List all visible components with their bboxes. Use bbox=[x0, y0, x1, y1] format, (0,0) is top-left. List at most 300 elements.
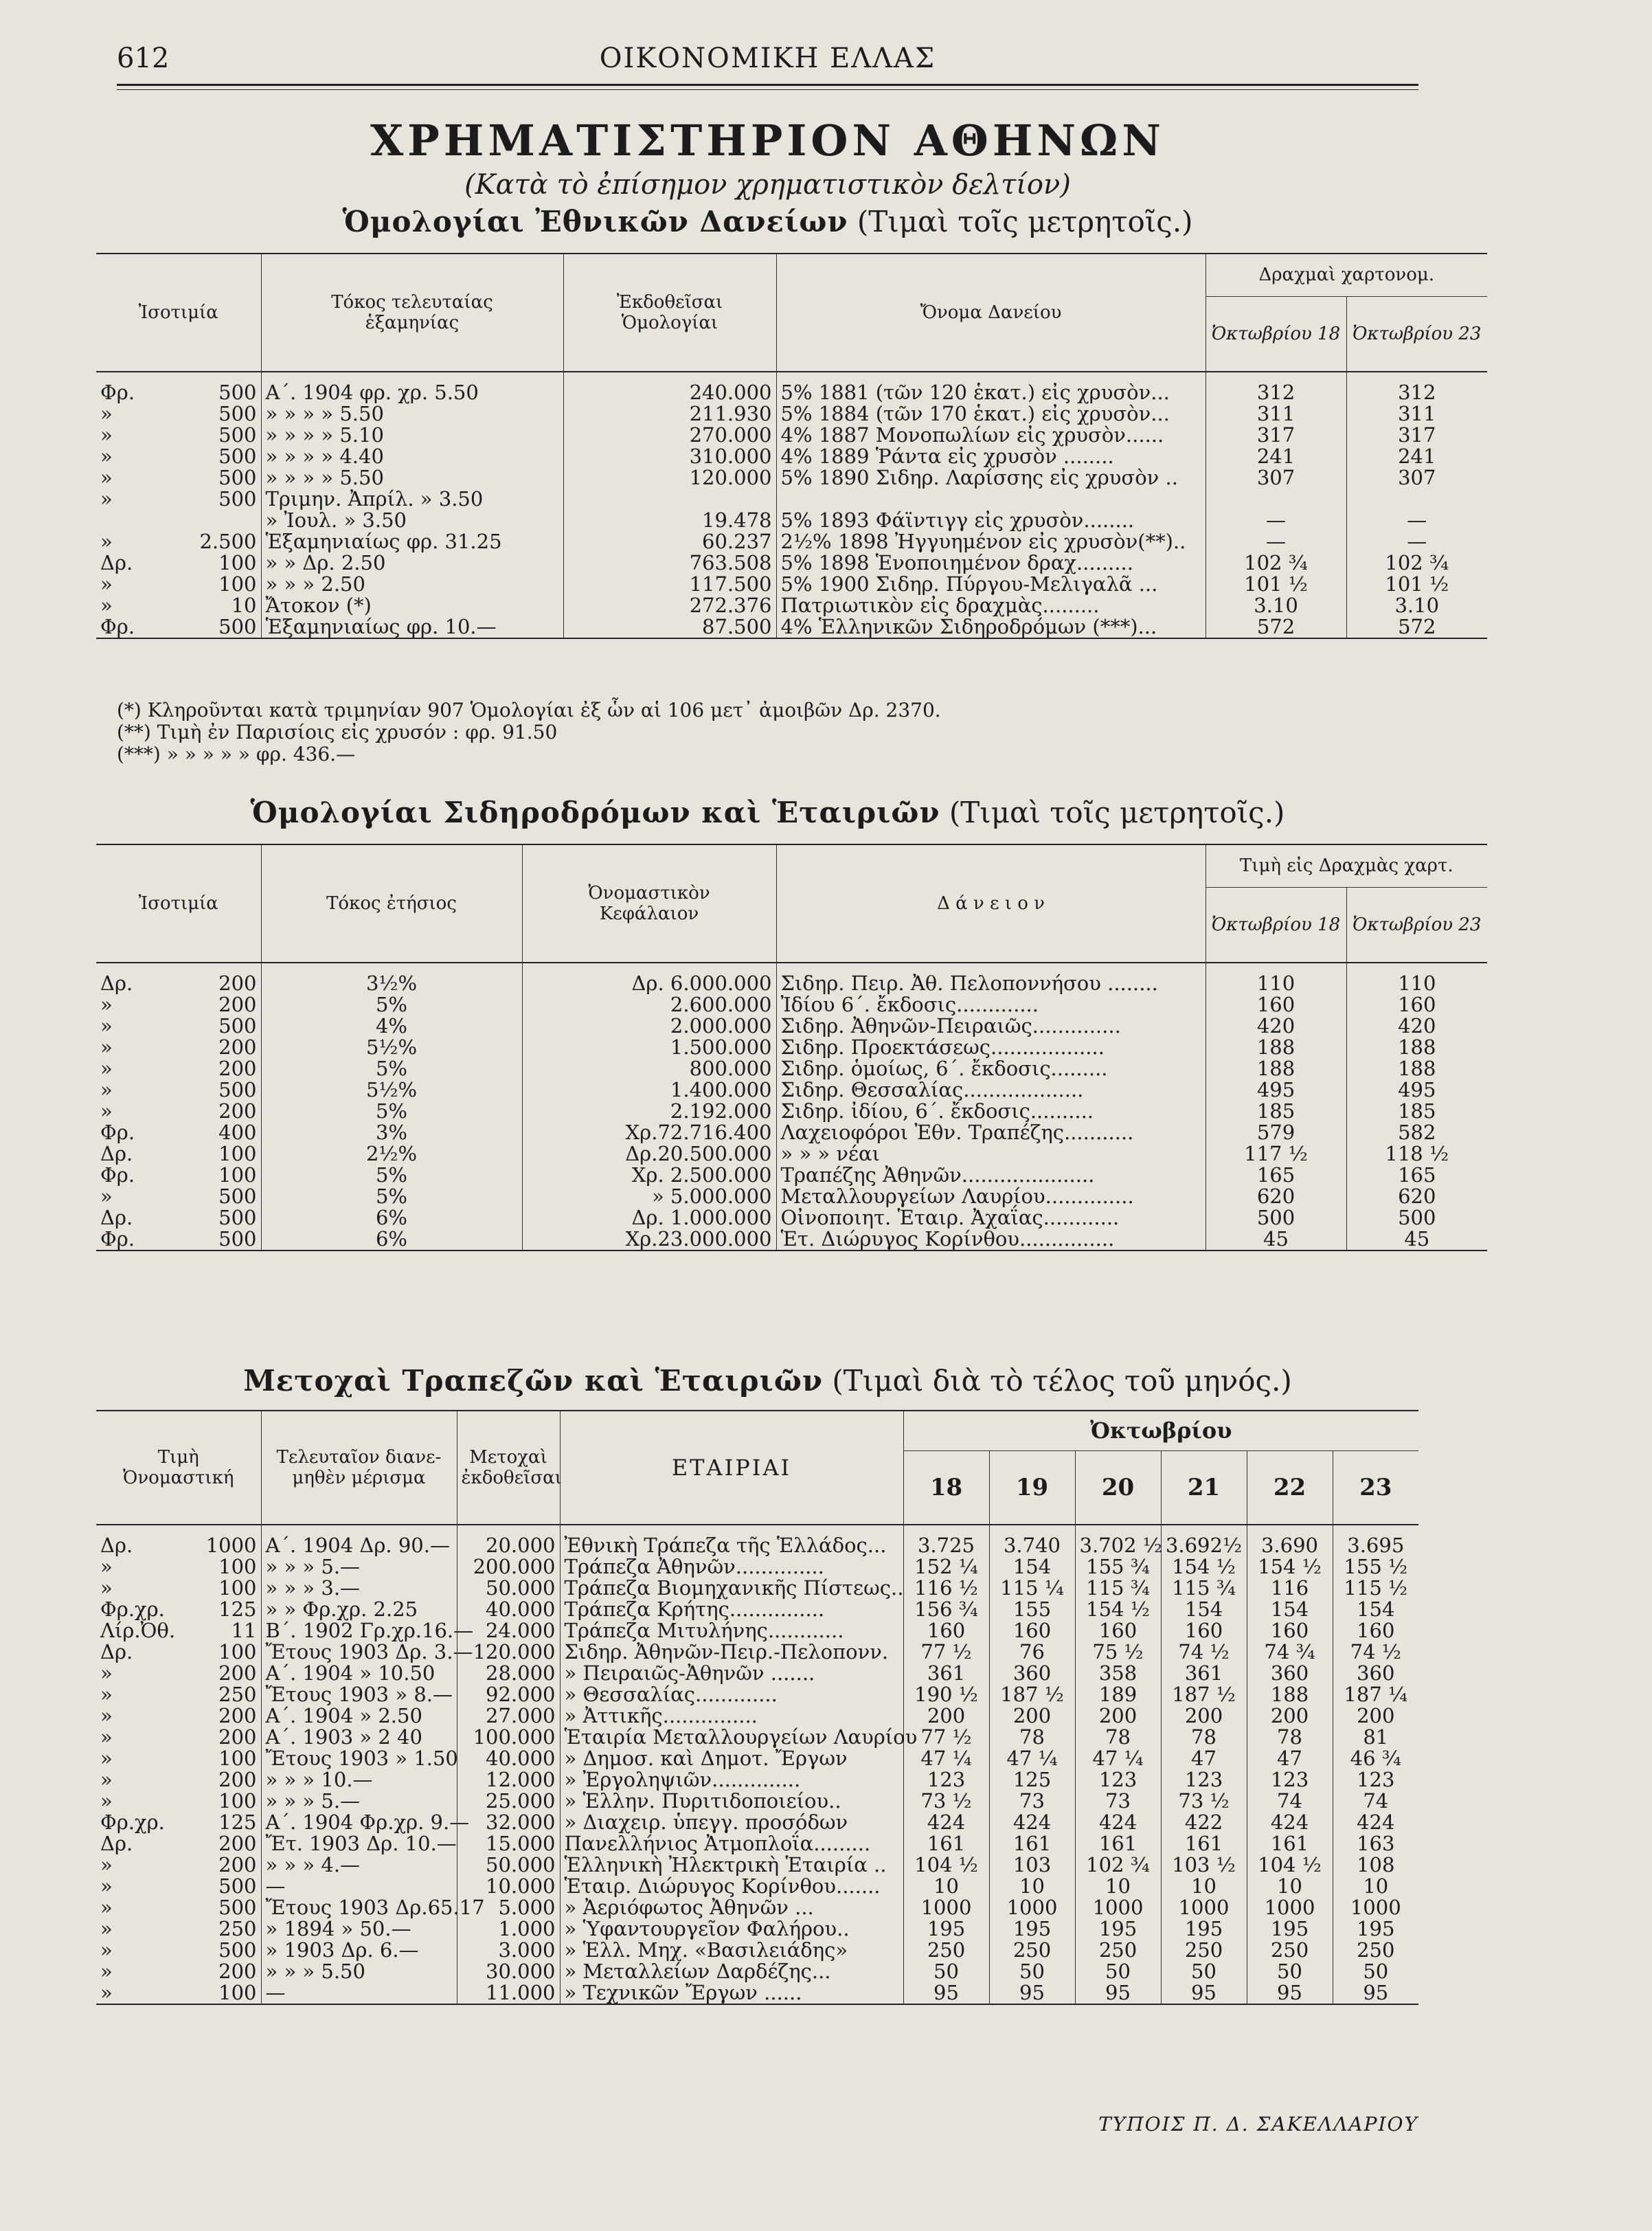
shares-cell: 11.000 bbox=[457, 1982, 560, 2004]
section2-title: Ὁμολογίαι Σιδηροδρόμων καὶ Ἑταιριῶν bbox=[250, 796, 940, 829]
price-day-23: 200 bbox=[1357, 1704, 1395, 1727]
table-row bbox=[96, 1101, 1487, 1122]
currency: » bbox=[100, 466, 113, 489]
table-row bbox=[96, 1525, 1418, 1556]
par-cell bbox=[96, 489, 261, 510]
running-title: ΟΙΚΟΝΟΜΙΚΗ ΕΛΛΑΣ bbox=[599, 43, 936, 74]
par-cell bbox=[96, 1165, 261, 1186]
section1-footnotes bbox=[117, 699, 941, 765]
par-value: 400 bbox=[218, 1121, 257, 1144]
loan-name-cell bbox=[776, 489, 1206, 510]
nominal-cell bbox=[96, 1982, 261, 2004]
section3-note: (Τιμαὶ διὰ τὸ τέλος τοῦ μηνός.) bbox=[832, 1364, 1292, 1398]
nominal-value: 100 bbox=[218, 1789, 257, 1813]
issued-cell: 763.508 bbox=[563, 552, 776, 574]
price-oct18: 572 bbox=[1206, 616, 1346, 638]
nominal-cell bbox=[96, 1769, 261, 1791]
price-day-23: 95 bbox=[1363, 1981, 1389, 2004]
nominal-cell bbox=[96, 1556, 261, 1578]
price-day-23: 74 bbox=[1363, 1789, 1389, 1813]
shares-cell: 24.000 bbox=[457, 1620, 560, 1641]
capital-cell: Δρ. 6.000.000 bbox=[522, 963, 776, 994]
price-day-23: 108 bbox=[1357, 1853, 1395, 1876]
rate-cell: 5% bbox=[261, 1165, 522, 1186]
issued-cell: 87.500 bbox=[563, 616, 776, 638]
price-oct23: 572 bbox=[1398, 615, 1436, 638]
dividend-cell: Α΄. 1904 » 2.50 bbox=[261, 1705, 457, 1727]
price-day-18: 116 ½ bbox=[903, 1578, 989, 1599]
loan-cell: Τραπέζης Ἀθηνῶν..................... bbox=[776, 1165, 1206, 1186]
capital-cell: Χρ. 2.500.000 bbox=[522, 1165, 776, 1186]
railway-bonds-rows bbox=[96, 963, 1487, 1251]
coupon-cell: » » » » 4.40 bbox=[261, 446, 563, 467]
par-cell bbox=[96, 1229, 261, 1251]
table-row bbox=[96, 425, 1487, 446]
issued-cell: 272.376 bbox=[563, 595, 776, 616]
issued-cell: 310.000 bbox=[563, 446, 776, 467]
shares-cell: 28.000 bbox=[457, 1663, 560, 1684]
par-value: 200 bbox=[218, 1099, 257, 1123]
col-capital: Ὀνομαστικὸν Κεφάλαιον bbox=[522, 844, 776, 963]
nominal-cell bbox=[96, 1684, 261, 1705]
price-day-19: 125 bbox=[989, 1769, 1075, 1791]
currency: Λίρ.Ὀθ. bbox=[100, 1619, 176, 1642]
price-day-19: 200 bbox=[989, 1705, 1075, 1727]
price-day-20: 3.702 ½ bbox=[1075, 1525, 1161, 1556]
table-row bbox=[96, 1556, 1418, 1578]
table-row bbox=[96, 1016, 1487, 1037]
loan-cell: Ἰδίου 6΄. ἔκδοσις............. bbox=[776, 994, 1206, 1016]
currency: Δρ. bbox=[100, 551, 133, 574]
dividend-cell: Ἔτ. 1903 Δρ. 10.— bbox=[261, 1833, 457, 1854]
loan-cell: Σιδηρ. Πειρ. Ἀθ. Πελοποννήσου ........ bbox=[776, 963, 1206, 994]
currency: » bbox=[100, 1576, 113, 1600]
col-oct23: Ὀκτωβρίου 23 bbox=[1353, 914, 1482, 935]
section3-heading bbox=[117, 1364, 1418, 1398]
price-oct18: 420 bbox=[1206, 1016, 1346, 1037]
price-day-23: 160 bbox=[1357, 1619, 1395, 1642]
nominal-value: 500 bbox=[218, 1896, 257, 1919]
currency: » bbox=[100, 1078, 113, 1101]
price-oct18: 102 ¾ bbox=[1206, 552, 1346, 574]
currency: » bbox=[100, 1725, 113, 1749]
table-row bbox=[96, 1876, 1418, 1897]
dividend-cell: Ἔτους 1903 Δρ. 3.— bbox=[261, 1641, 457, 1663]
nominal-cell bbox=[96, 1897, 261, 1918]
shares-cell: 30.000 bbox=[457, 1961, 560, 1982]
price-day-19: 195 bbox=[989, 1918, 1075, 1940]
price-day-20: 115 ¾ bbox=[1075, 1578, 1161, 1599]
price-day-22: 95 bbox=[1247, 1982, 1333, 2004]
currency: » bbox=[100, 572, 113, 596]
currency: » bbox=[100, 1768, 113, 1791]
nominal-value: 100 bbox=[218, 1640, 257, 1663]
capital-cell: 2.600.000 bbox=[522, 994, 776, 1016]
currency: Φρ.χρ. bbox=[100, 1810, 165, 1834]
price-oct23: 110 bbox=[1398, 972, 1436, 995]
price-day-22: 74 bbox=[1247, 1791, 1333, 1812]
rate-cell: 5½% bbox=[261, 1079, 522, 1101]
coupon-cell: » » » 2.50 bbox=[261, 574, 563, 595]
nominal-cell bbox=[96, 1833, 261, 1854]
price-oct23: 3.10 bbox=[1394, 594, 1440, 617]
price-oct23: 582 bbox=[1398, 1121, 1436, 1144]
loan-name-cell: 5% 1893 Φάϊντιγγ εἰς χρυσὸν........ bbox=[776, 510, 1206, 531]
issued-cell: 19.478 bbox=[563, 510, 776, 531]
par-value: 200 bbox=[218, 1035, 257, 1059]
table-row bbox=[96, 1079, 1487, 1101]
nominal-value: 100 bbox=[218, 1576, 257, 1600]
nominal-value: 1000 bbox=[205, 1534, 257, 1557]
price-day-19: 73 bbox=[989, 1791, 1075, 1812]
par-cell bbox=[96, 1016, 261, 1037]
par-value: 100 bbox=[218, 1142, 257, 1165]
coupon-cell: » » » » 5.10 bbox=[261, 425, 563, 446]
price-day-20: 95 bbox=[1075, 1982, 1161, 2004]
nominal-value: 500 bbox=[218, 1938, 257, 1962]
shares-cell: 40.000 bbox=[457, 1599, 560, 1620]
par-value: 500 bbox=[218, 1078, 257, 1101]
loan-name-cell: 4% Ἑλληνικῶν Σιδηροδρόμων (***)... bbox=[776, 616, 1206, 638]
par-value: 200 bbox=[218, 993, 257, 1016]
currency: » bbox=[100, 1981, 113, 2004]
price-day-18: 77 ½ bbox=[903, 1727, 989, 1748]
col-coupon: Τόκος τελευταίας ἑξαμηνίας bbox=[261, 254, 563, 372]
par-cell bbox=[96, 963, 261, 994]
section1-title: Ὁμολογίαι Ἐθνικῶν Δανείων bbox=[342, 205, 848, 238]
price-day-18: 424 bbox=[903, 1812, 989, 1833]
price-day-22: 188 bbox=[1247, 1684, 1333, 1705]
capital-cell: Δρ. 1.000.000 bbox=[522, 1207, 776, 1229]
col-day-18: 18 bbox=[903, 1450, 989, 1525]
price-day-23: 250 bbox=[1357, 1938, 1395, 1962]
nominal-cell bbox=[96, 1525, 261, 1556]
coupon-cell: Ἑξαμηνιαίως φρ. 31.25 bbox=[261, 531, 563, 552]
price-day-23: 123 bbox=[1357, 1768, 1395, 1791]
section2-note: (Τιμαὶ τοῖς μετρητοῖς.) bbox=[949, 796, 1285, 829]
par-value: 500 bbox=[218, 381, 257, 404]
par-value: 100 bbox=[218, 1163, 257, 1187]
price-day-22: 360 bbox=[1247, 1663, 1333, 1684]
currency: » bbox=[100, 445, 113, 468]
price-day-23: 74 ½ bbox=[1350, 1640, 1401, 1663]
price-oct18: 311 bbox=[1206, 403, 1346, 425]
price-oct18: — bbox=[1206, 510, 1346, 531]
rate-cell: 3% bbox=[261, 1122, 522, 1143]
dividend-cell: » » » 5.— bbox=[261, 1791, 457, 1812]
currency: » bbox=[100, 1853, 113, 1876]
price-day-18: 3.725 bbox=[903, 1525, 989, 1556]
price-oct18: 500 bbox=[1206, 1207, 1346, 1229]
currency: » bbox=[100, 423, 113, 447]
price-day-20: 189 bbox=[1075, 1684, 1161, 1705]
col-day-21: 21 bbox=[1161, 1450, 1247, 1525]
par-value: 500 bbox=[218, 1206, 257, 1229]
nominal-value: 200 bbox=[218, 1960, 257, 1983]
shares-cell: 1.000 bbox=[457, 1918, 560, 1940]
price-day-23: 195 bbox=[1357, 1917, 1395, 1940]
loan-name-cell: 5% 1898 Ἑνοποιημένον δραχ......... bbox=[776, 552, 1206, 574]
table-row bbox=[96, 994, 1487, 1016]
price-day-18: 50 bbox=[903, 1961, 989, 1982]
price-day-22: 123 bbox=[1247, 1769, 1333, 1791]
currency: » bbox=[100, 1917, 113, 1940]
price-oct18: 165 bbox=[1206, 1165, 1346, 1186]
table-row bbox=[96, 1037, 1487, 1058]
price-day-21: 361 bbox=[1161, 1663, 1247, 1684]
loan-cell: Λαχειοφόροι Ἐθν. Τραπέζης........... bbox=[776, 1122, 1206, 1143]
company-cell: Ἐθνικὴ Τράπεζα τῆς Ἑλλάδος... bbox=[560, 1525, 903, 1556]
page-title: ΧΡΗΜΑΤΙΣΤΗΡΙΟΝ ΑΘΗΝΩΝ bbox=[370, 115, 1165, 166]
price-day-21: 73 ½ bbox=[1161, 1791, 1247, 1812]
price-day-20: 424 bbox=[1075, 1812, 1161, 1833]
company-cell: Ἑλληνικὴ Ἠλεκτρικὴ Ἑταιρία .. bbox=[560, 1854, 903, 1876]
price-day-20: 47 ¼ bbox=[1075, 1748, 1161, 1769]
loan-name-cell: 5% 1900 Σιδηρ. Πύργου-Μελιγαλᾶ ... bbox=[776, 574, 1206, 595]
capital-cell: 1.400.000 bbox=[522, 1079, 776, 1101]
company-cell: Τράπεζα Μιτυλήνης............ bbox=[560, 1620, 903, 1641]
currency: » bbox=[100, 1789, 113, 1813]
company-cell: » Ἑλλην. Πυριτιδοποιείου.. bbox=[560, 1791, 903, 1812]
bank-shares-table bbox=[96, 1410, 1418, 2005]
shares-cell: 3.000 bbox=[457, 1940, 560, 1961]
price-day-23: 46 ¾ bbox=[1350, 1747, 1401, 1770]
price-oct18: 312 bbox=[1206, 372, 1346, 403]
currency: Δρ. bbox=[100, 1534, 133, 1557]
par-value: 100 bbox=[218, 572, 257, 596]
nominal-cell bbox=[96, 1940, 261, 1961]
par-value: 500 bbox=[218, 445, 257, 468]
price-oct23: — bbox=[1407, 530, 1427, 553]
price-day-22: 78 bbox=[1247, 1727, 1333, 1748]
footnote-2: (**) Τιμὴ ἐν Παρισίοις εἰς χρυσόν : φρ. 91.50 bbox=[117, 721, 558, 743]
col-loan-name: Ὄνομα Δανείου bbox=[776, 254, 1206, 372]
par-cell bbox=[96, 1207, 261, 1229]
footnote-3: (***) » » » » » φρ. 436.— bbox=[117, 743, 356, 765]
company-cell: » Πειραιῶς-Ἀθηνῶν ....... bbox=[560, 1663, 903, 1684]
table-row bbox=[96, 1122, 1487, 1143]
price-day-18: 77 ½ bbox=[903, 1641, 989, 1663]
issued-cell: 211.930 bbox=[563, 403, 776, 425]
currency: » bbox=[100, 1555, 113, 1578]
shares-cell: 5.000 bbox=[457, 1897, 560, 1918]
loan-cell: Σιδηρ. ὁμοίως, 6΄. ἔκδοσις......... bbox=[776, 1058, 1206, 1079]
company-cell: » Τεχνικῶν Ἔργων ...... bbox=[560, 1982, 903, 2004]
currency: Δρ. bbox=[100, 1206, 133, 1229]
dividend-cell: » 1903 Δρ. 6.— bbox=[261, 1940, 457, 1961]
price-day-23: 155 ½ bbox=[1344, 1555, 1408, 1578]
currency: Δρ. bbox=[100, 1640, 133, 1663]
price-day-19: 3.740 bbox=[989, 1525, 1075, 1556]
price-oct18: 117 ½ bbox=[1206, 1143, 1346, 1165]
col-par: Ἰσοτιμία bbox=[96, 254, 261, 372]
price-day-19: 47 ¼ bbox=[989, 1748, 1075, 1769]
rate-cell: 6% bbox=[261, 1207, 522, 1229]
par-cell bbox=[96, 510, 261, 531]
table-row bbox=[96, 1599, 1418, 1620]
rate-cell: 5% bbox=[261, 1058, 522, 1079]
shares-cell: 15.000 bbox=[457, 1833, 560, 1854]
page-number: 612 bbox=[117, 43, 170, 74]
coupon-cell: Τριμην. Ἀπρίλ. » 3.50 bbox=[261, 489, 563, 510]
coupon-cell: Ἄτοκον (*) bbox=[261, 595, 563, 616]
coupon-cell: » Ἰουλ. » 3.50 bbox=[261, 510, 563, 531]
price-oct23: 500 bbox=[1398, 1206, 1436, 1229]
price-day-22: 250 bbox=[1247, 1940, 1333, 1961]
shares-cell: 120.000 bbox=[457, 1641, 560, 1663]
table-row bbox=[96, 1705, 1418, 1727]
table-row bbox=[96, 1854, 1418, 1876]
nominal-cell bbox=[96, 1620, 261, 1641]
price-day-23: 360 bbox=[1357, 1661, 1395, 1685]
price-day-18: 250 bbox=[903, 1940, 989, 1961]
price-day-19: 76 bbox=[989, 1641, 1075, 1663]
col-oct23: Ὀκτωβρίου 23 bbox=[1353, 323, 1482, 344]
table-row bbox=[96, 1769, 1418, 1791]
price-day-21: 195 bbox=[1161, 1918, 1247, 1940]
price-day-20: 358 bbox=[1075, 1663, 1161, 1684]
price-day-18: 10 bbox=[903, 1876, 989, 1897]
nominal-value: 100 bbox=[218, 1747, 257, 1770]
nominal-value: 200 bbox=[218, 1832, 257, 1855]
par-cell bbox=[96, 425, 261, 446]
price-day-18: 73 ½ bbox=[903, 1791, 989, 1812]
price-day-23: 115 ½ bbox=[1344, 1576, 1408, 1600]
col-day-19: 19 bbox=[989, 1450, 1075, 1525]
par-value: 500 bbox=[218, 487, 257, 511]
price-day-19: 187 ½ bbox=[989, 1684, 1075, 1705]
currency: Φρ.χρ. bbox=[100, 1597, 165, 1621]
currency: Φρ. bbox=[100, 1163, 135, 1187]
dividend-cell: Ἔτους 1903 » 1.50 bbox=[261, 1748, 457, 1769]
nominal-value: 100 bbox=[218, 1981, 257, 2004]
section3-title: Μετοχαὶ Τραπεζῶν καὶ Ἑταιριῶν bbox=[243, 1364, 824, 1398]
price-day-18: 47 ¼ bbox=[903, 1748, 989, 1769]
rate-cell: 6% bbox=[261, 1229, 522, 1251]
loan-cell: Οἰνοποιητ. Ἑταιρ. Ἀχαΐας............ bbox=[776, 1207, 1206, 1229]
coupon-cell: Α΄. 1904 φρ. χρ. 5.50 bbox=[261, 372, 563, 403]
price-day-20: 154 ½ bbox=[1075, 1599, 1161, 1620]
table-row bbox=[96, 552, 1487, 574]
price-day-18: 361 bbox=[903, 1663, 989, 1684]
loan-cell: Ἑτ. Διώρυγος Κορίνθου............... bbox=[776, 1229, 1206, 1251]
table-row bbox=[96, 531, 1487, 552]
capital-cell: Χρ.23.000.000 bbox=[522, 1229, 776, 1251]
table-row bbox=[96, 1961, 1418, 1982]
loan-cell: Σιδηρ. Θεσσαλίας................... bbox=[776, 1079, 1206, 1101]
price-day-23: 81 bbox=[1363, 1725, 1389, 1749]
col-oct18: Ὀκτωβρίου 18 bbox=[1206, 296, 1346, 372]
capital-cell: 2.000.000 bbox=[522, 1016, 776, 1037]
col-day-20: 20 bbox=[1075, 1450, 1161, 1525]
price-day-20: 250 bbox=[1075, 1940, 1161, 1961]
price-day-22: 161 bbox=[1247, 1833, 1333, 1854]
col-price-group: Δραχμαὶ χαρτονομ. bbox=[1206, 254, 1487, 296]
footnote-1: (*) Κληροῦνται κατὰ τριμηνίαν 907 Ὁμολογίαι ἐξ ὧν αἱ 106 μετ᾽ ἀμοιβῶν Δρ. 2370. bbox=[117, 699, 941, 721]
par-value: 500 bbox=[218, 615, 257, 638]
par-cell bbox=[96, 1143, 261, 1165]
nominal-cell bbox=[96, 1599, 261, 1620]
currency: » bbox=[100, 1661, 113, 1685]
price-day-20: 50 bbox=[1075, 1961, 1161, 1982]
price-oct23: 241 bbox=[1398, 445, 1436, 468]
currency: Δρ. bbox=[100, 1142, 133, 1165]
price-oct23: 160 bbox=[1398, 993, 1436, 1016]
dividend-cell: Α΄. 1904 Δρ. 90.— bbox=[261, 1525, 457, 1556]
company-cell: Τράπεζα Κρήτης............... bbox=[560, 1599, 903, 1620]
currency: » bbox=[100, 487, 113, 511]
currency: Φρ. bbox=[100, 1121, 135, 1144]
table-row bbox=[96, 574, 1487, 595]
par-value: 200 bbox=[218, 1057, 257, 1080]
price-day-20: 155 ¾ bbox=[1075, 1556, 1161, 1578]
coupon-cell: Ἑξαμηνιαίως φρ. 10.— bbox=[261, 616, 563, 638]
price-day-20: 160 bbox=[1075, 1620, 1161, 1641]
price-oct18: 3.10 bbox=[1206, 595, 1346, 616]
table-row bbox=[96, 1143, 1487, 1165]
shares-cell: 50.000 bbox=[457, 1854, 560, 1876]
table-row bbox=[96, 1727, 1418, 1748]
shares-cell: 200.000 bbox=[457, 1556, 560, 1578]
price-day-21: 187 ½ bbox=[1161, 1684, 1247, 1705]
col-loan: Δ ά ν ε ι ο ν bbox=[776, 844, 1206, 963]
price-day-21: 10 bbox=[1161, 1876, 1247, 1897]
nominal-value: 200 bbox=[218, 1853, 257, 1876]
price-day-22: 200 bbox=[1247, 1705, 1333, 1727]
price-day-21: 160 bbox=[1161, 1620, 1247, 1641]
price-day-21: 250 bbox=[1161, 1940, 1247, 1961]
table-row bbox=[96, 1207, 1487, 1229]
nominal-cell bbox=[96, 1727, 261, 1748]
price-day-22: 3.690 bbox=[1247, 1525, 1333, 1556]
par-value: 500 bbox=[218, 466, 257, 489]
capital-cell: Χρ.72.716.400 bbox=[522, 1122, 776, 1143]
price-day-22: 74 ¾ bbox=[1247, 1641, 1333, 1663]
price-day-22: 154 bbox=[1247, 1599, 1333, 1620]
price-day-22: 154 ½ bbox=[1247, 1556, 1333, 1578]
loan-cell: » » » νέαι bbox=[776, 1143, 1206, 1165]
price-day-19: 10 bbox=[989, 1876, 1075, 1897]
price-day-21: 123 bbox=[1161, 1769, 1247, 1791]
table-row bbox=[96, 1833, 1418, 1854]
currency: » bbox=[100, 1035, 113, 1059]
price-oct18: 110 bbox=[1206, 963, 1346, 994]
price-day-18: 104 ½ bbox=[903, 1854, 989, 1876]
price-day-20: 10 bbox=[1075, 1876, 1161, 1897]
currency: » bbox=[100, 1938, 113, 1962]
company-cell: Πανελλήνιος Ἀτμοπλοΐα......... bbox=[560, 1833, 903, 1854]
currency: » bbox=[100, 1747, 113, 1770]
price-oct18: 307 bbox=[1206, 467, 1346, 489]
table-row bbox=[96, 1663, 1418, 1684]
price-oct18: 188 bbox=[1206, 1037, 1346, 1058]
price-day-21: 1000 bbox=[1161, 1897, 1247, 1918]
nominal-cell bbox=[96, 1918, 261, 1940]
nominal-cell bbox=[96, 1641, 261, 1663]
rate-cell: 2½% bbox=[261, 1143, 522, 1165]
par-value: 10 bbox=[231, 594, 257, 617]
bank-shares-rows bbox=[96, 1525, 1418, 2004]
dividend-cell: » » » 5.50 bbox=[261, 1961, 457, 1982]
price-day-19: 155 bbox=[989, 1599, 1075, 1620]
price-oct23: 188 bbox=[1398, 1035, 1436, 1059]
price-oct23: 185 bbox=[1398, 1099, 1436, 1123]
loan-name-cell: 5% 1890 Σιδηρ. Λαρίσσης εἰς χρυσὸν .. bbox=[776, 467, 1206, 489]
par-cell bbox=[96, 595, 261, 616]
capital-cell: » 5.000.000 bbox=[522, 1186, 776, 1207]
nominal-value: 500 bbox=[218, 1874, 257, 1898]
price-day-20: 102 ¾ bbox=[1075, 1854, 1161, 1876]
